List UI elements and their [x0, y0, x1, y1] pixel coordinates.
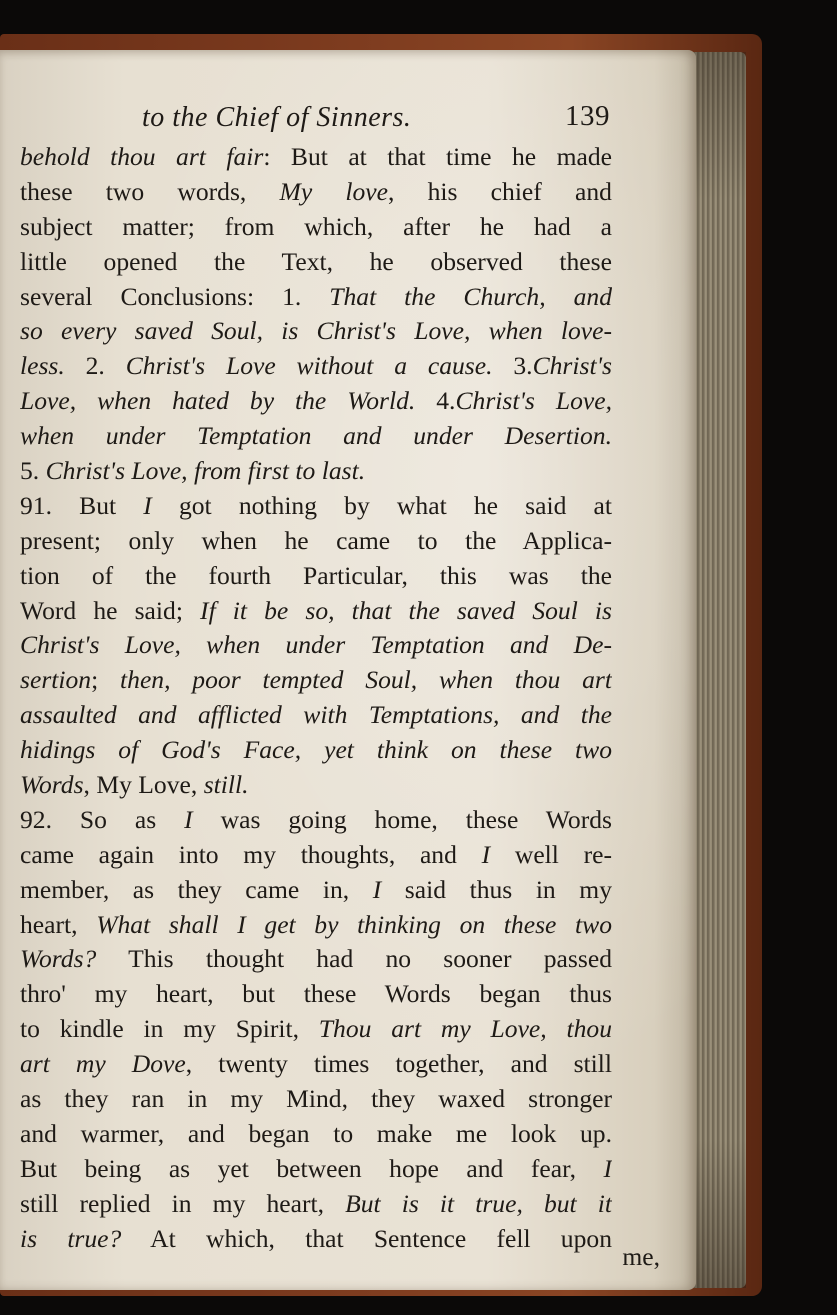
- roman-text: , his chief and: [388, 176, 612, 206]
- text-line: [20, 524, 612, 559]
- italic-text: I: [143, 490, 152, 520]
- roman-text: tion of the fourth Particular, this was the: [20, 560, 612, 590]
- text-line: [20, 803, 612, 838]
- text-line: [20, 454, 612, 489]
- text-line: [20, 384, 612, 419]
- italic-text: That the Church, and: [329, 281, 612, 311]
- italic-text: I: [372, 874, 382, 904]
- italic-text: hidings of God's Face, yet think on these two: [20, 735, 612, 765]
- italic-text: I: [184, 804, 193, 834]
- text-line: [20, 663, 612, 698]
- text-line: [20, 768, 612, 803]
- body-text: [20, 140, 612, 1257]
- roman-text: But being as yet between hope and fear,: [20, 1153, 604, 1183]
- italic-text: behold thou art fair: [20, 142, 264, 171]
- italic-text: Christ's Love without a cause.: [125, 351, 493, 381]
- italic-text: still.: [203, 770, 249, 800]
- text-line: [20, 733, 612, 768]
- italic-text: Thou art my Love, thou: [318, 1014, 612, 1044]
- page-block-edges: [688, 52, 746, 1288]
- italic-text: My love: [279, 176, 389, 206]
- italic-text: Christ's Love, when under Temptation and De-: [20, 630, 612, 660]
- text-line: [20, 175, 612, 210]
- roman-text: 3.: [492, 351, 533, 381]
- italic-text: Words: [20, 770, 84, 800]
- roman-text: member, as they came in,: [20, 874, 373, 904]
- running-head-title: to the Chief of Sinners.: [142, 102, 412, 133]
- italic-text: I: [481, 839, 491, 869]
- italic-text: then, poor tempted Soul, when thou art: [120, 665, 612, 695]
- catchword: me,: [622, 1242, 660, 1271]
- text-line: [20, 489, 612, 524]
- roman-text: present; only when he came to the Applica-: [20, 525, 612, 555]
- text-line: [20, 314, 612, 349]
- roman-text: to kindle in my Spirit,: [20, 1014, 319, 1044]
- text-line: [20, 1082, 612, 1117]
- italic-text: Christ's Love,: [455, 386, 612, 416]
- roman-text: thro' my heart, but these Words began thus: [20, 979, 612, 1009]
- text-line: [20, 698, 612, 733]
- text-line: [20, 349, 612, 384]
- italic-text: sertion: [20, 665, 92, 695]
- roman-text: came again into my thoughts, and: [20, 839, 482, 869]
- text-line: [20, 1152, 612, 1187]
- roman-text: got nothing by what he said at: [151, 490, 612, 520]
- text-line: [20, 1117, 612, 1152]
- text-line: [20, 873, 612, 908]
- roman-text: well re-: [490, 839, 612, 869]
- text-line: [20, 942, 612, 977]
- roman-text: subject matter; from which, after he had a: [20, 211, 612, 241]
- text-line: [20, 210, 612, 245]
- text-line: [20, 245, 612, 280]
- text-line: [20, 559, 612, 594]
- roman-text: , twenty times together, and still: [185, 1049, 612, 1079]
- text-line: [20, 1012, 612, 1047]
- italic-text: Christ's Love, from first to last.: [45, 456, 366, 486]
- running-head: [20, 102, 612, 136]
- italic-text: Love, when hated by the World.: [20, 386, 416, 416]
- italic-text: What shall I get by thinking on these two: [96, 909, 612, 939]
- text-line: [20, 1187, 612, 1222]
- roman-text: This thought had no sooner passed: [96, 944, 612, 974]
- text-line: [20, 1047, 612, 1082]
- italic-text: less.: [20, 351, 65, 381]
- page-number: 139: [565, 100, 610, 132]
- text-line: [20, 977, 612, 1012]
- italic-text: But is it true, but it: [345, 1188, 612, 1218]
- roman-text: At which, that Sentence fell upon: [121, 1223, 612, 1253]
- italic-text: Words?: [20, 944, 97, 974]
- roman-text: : But at that time he made: [263, 142, 612, 171]
- roman-text: heart,: [20, 909, 97, 939]
- book-page: [0, 50, 696, 1290]
- italic-text: when under Temptation and under Desertion.: [20, 421, 612, 451]
- roman-text: ;: [91, 665, 121, 695]
- italic-text: If it be so, that the saved Soul is: [200, 595, 612, 625]
- roman-text: these two words,: [20, 176, 280, 206]
- roman-text: , My Love,: [83, 770, 204, 800]
- roman-text: 4.: [415, 386, 456, 416]
- italic-text: is true?: [20, 1223, 122, 1253]
- text-line: [20, 1222, 612, 1257]
- italic-text: I: [603, 1153, 612, 1183]
- roman-text: and warmer, and began to make me look up.: [20, 1118, 612, 1148]
- text-line: [20, 594, 612, 629]
- roman-text: 92. So as: [20, 804, 185, 834]
- roman-text: still replied in my heart,: [20, 1188, 346, 1218]
- roman-text: 5.: [20, 456, 46, 486]
- italic-text: art my Dove: [20, 1049, 186, 1079]
- text-line: [20, 280, 612, 315]
- roman-text: was going home, these Words: [192, 804, 612, 834]
- roman-text: 91. But: [20, 490, 144, 520]
- italic-text: assaulted and afflicted with Temptations, and the: [20, 700, 612, 730]
- text-line: [20, 628, 612, 663]
- roman-text: little opened the Text, he observed these: [20, 246, 612, 276]
- roman-text: 2.: [64, 351, 126, 381]
- roman-text: Word he said;: [20, 595, 201, 625]
- roman-text: several Conclusions: 1.: [20, 281, 330, 311]
- roman-text: said thus in my: [381, 874, 612, 904]
- text-line: [20, 419, 612, 454]
- roman-text: as they ran in my Mind, they waxed stronger: [20, 1084, 612, 1114]
- text-line: [20, 838, 612, 873]
- text-line: [20, 140, 612, 175]
- text-line: [20, 908, 612, 943]
- italic-text: Christ's: [532, 351, 612, 381]
- text-block: [20, 102, 612, 1257]
- page-edges-shading: [688, 52, 746, 1288]
- italic-text: so every saved Soul, is Christ's Love, when love-: [20, 316, 612, 346]
